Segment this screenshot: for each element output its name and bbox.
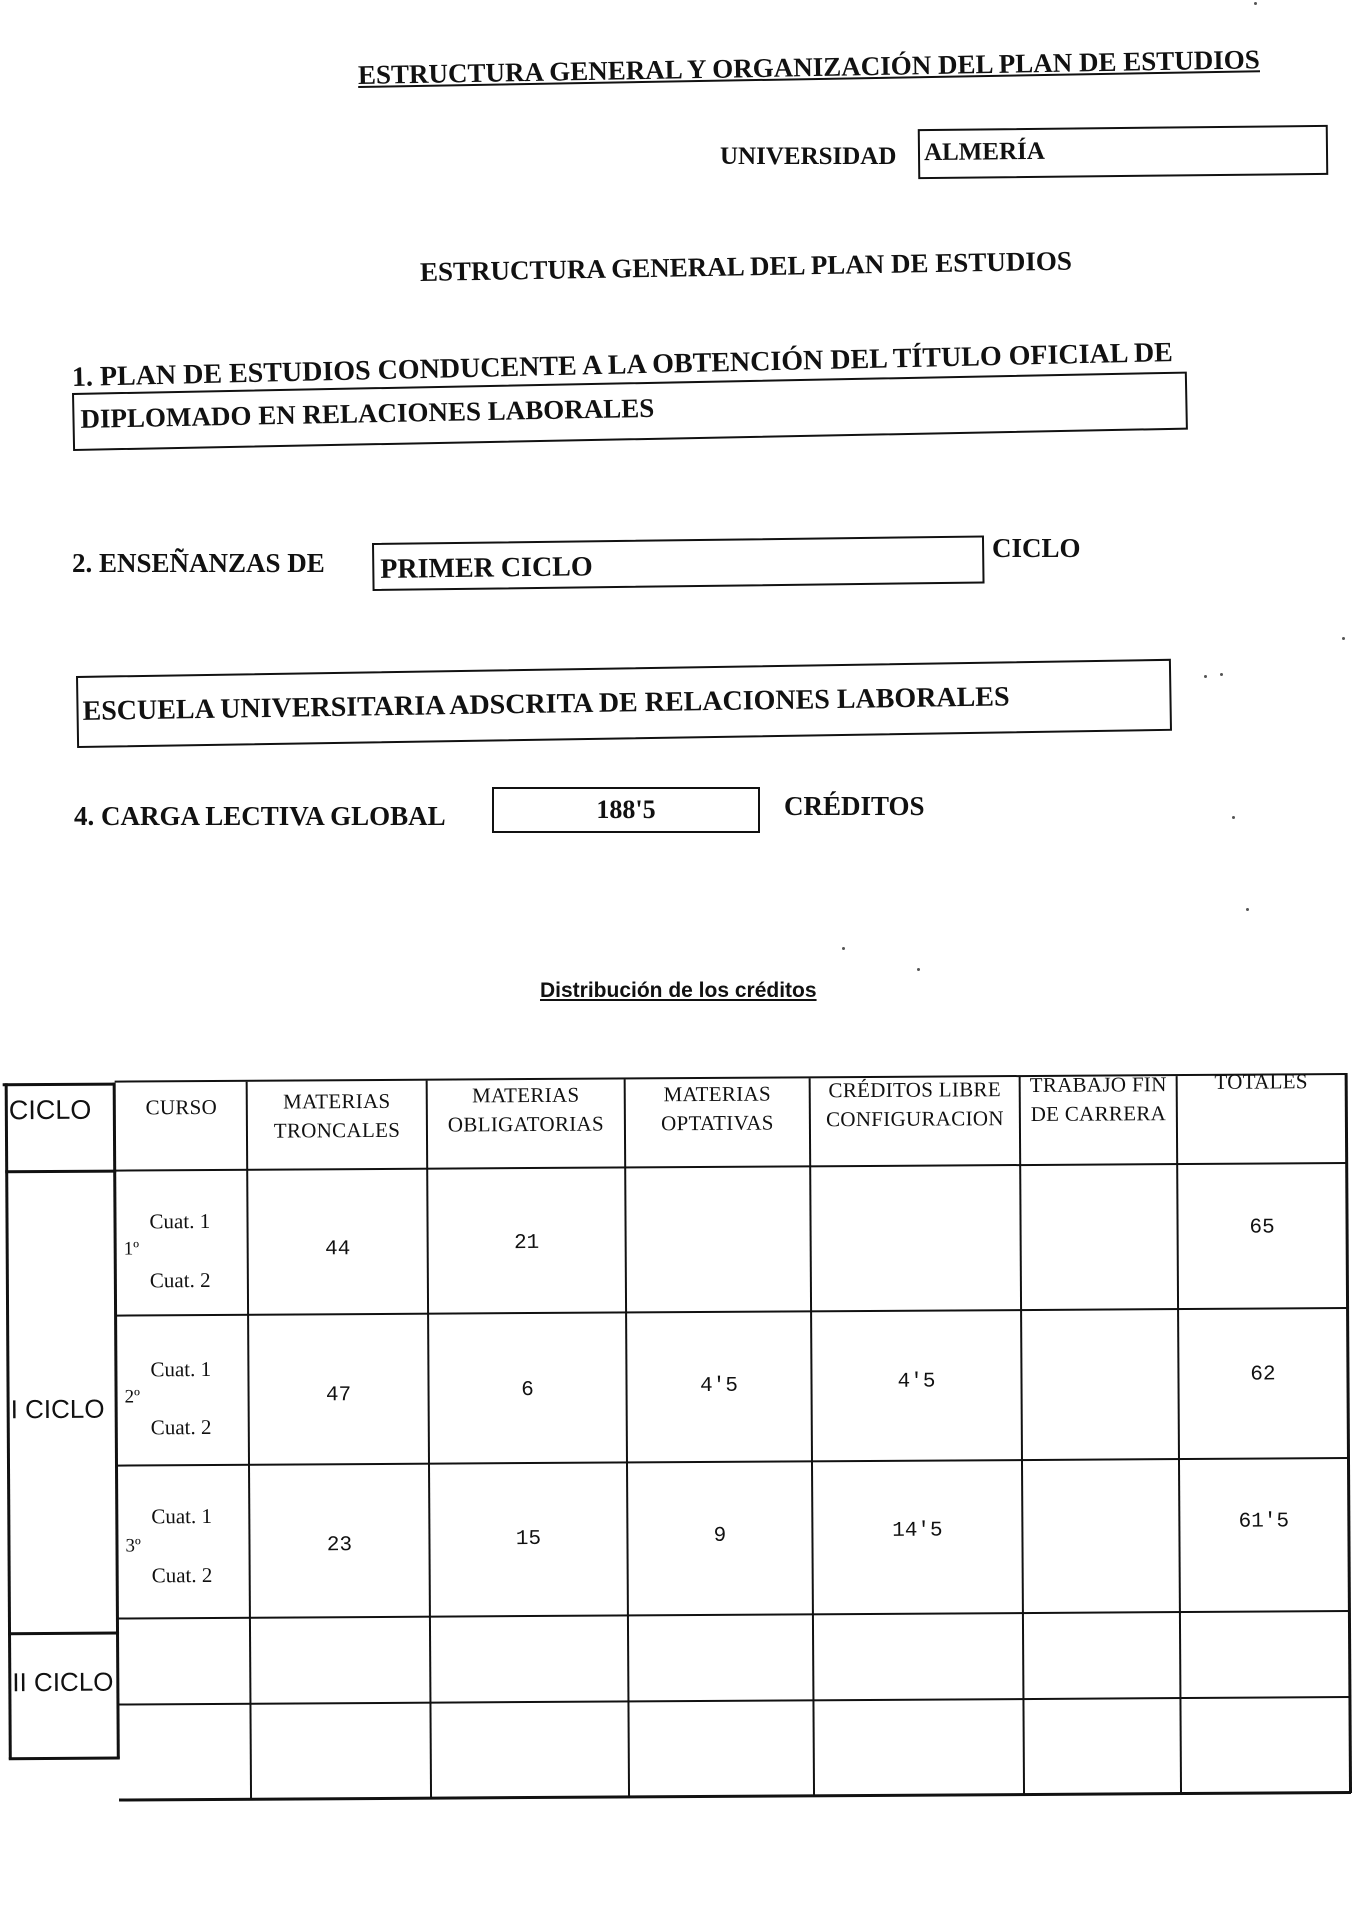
troncales-row3: 23 (326, 1534, 353, 1558)
curso-label-row2: 2º (124, 1386, 141, 1408)
header-totales: TOTALES (1214, 1069, 1308, 1094)
row-divider-header (115, 1162, 1347, 1172)
totales-row3: 61'5 (1238, 1510, 1290, 1534)
totales-row1: 65 (1249, 1216, 1275, 1240)
cuat2-label-row3: Cuat. 2 (151, 1562, 213, 1588)
col-divider-2 (426, 1081, 432, 1799)
header-optativas (626, 1080, 809, 1136)
scan-speck (842, 947, 845, 950)
header-trabajo-line2: DE CARRERA (1030, 1101, 1167, 1126)
universidad-label: UNIVERSIDAD (720, 143, 897, 170)
ciclo-col-top (3, 1083, 115, 1087)
header-troncales-line2: TRONCALES (273, 1117, 401, 1143)
ciclo-col-sep2 (8, 1632, 119, 1636)
section4-suffix: CRÉDITOS (784, 791, 925, 821)
col-divider-1 (246, 1082, 252, 1800)
trabajo-row2 (1022, 1369, 1177, 1370)
scan-speck (1254, 2, 1257, 5)
cuat2-label-row1: Cuat. 2 (149, 1267, 211, 1293)
cuat1-label-row2: Cuat. 1 (150, 1356, 212, 1382)
header-libre-line2: CONFIGURACION (825, 1106, 1004, 1132)
cuat1-label-row3: Cuat. 1 (151, 1503, 213, 1529)
header-trabajo-line1: TRABAJO FIN (1029, 1072, 1167, 1097)
troncales-row1: 44 (325, 1238, 351, 1262)
section1-value: DIPLOMADO EN RELACIONES LABORALES (80, 392, 655, 434)
col-divider-5 (1019, 1077, 1025, 1795)
curso-label-row1: 1º (123, 1238, 140, 1260)
col-divider-4 (809, 1078, 815, 1796)
libre-row1 (812, 1229, 1020, 1230)
document-title: ESTRUCTURA GENERAL Y ORGANIZACIÓN DEL PLAN DE ESTUDIOS (357, 44, 1261, 90)
section2-suffix: CICLO (992, 533, 1081, 563)
universidad-value: ALMERÍA (923, 137, 1045, 167)
plan-subtitle: ESTRUCTURA GENERAL DEL PLAN DE ESTUDIOS (419, 245, 1073, 287)
scan-speck (1220, 673, 1223, 676)
row-divider-4 (118, 1696, 1350, 1706)
header-troncales-line1: MATERIAS (282, 1088, 391, 1114)
header-optativas-line1: MATERIAS (663, 1081, 772, 1107)
header-obligatorias (428, 1081, 624, 1137)
section4-value: 188'5 (596, 795, 656, 824)
grid-bottom (119, 1791, 1351, 1802)
header-ciclo: CICLO (8, 1094, 92, 1126)
ciclo-col-bottom (9, 1757, 120, 1761)
troncales-row2: 47 (325, 1384, 352, 1408)
totales-row2: 62 (1250, 1363, 1276, 1387)
scan-speck (917, 968, 920, 971)
optativas-row2: 4'5 (700, 1374, 739, 1399)
header-obligatorias-line2: OBLIGATORIAS (447, 1111, 605, 1137)
libre-row2: 4'5 (897, 1370, 936, 1394)
section2-label: 2. ENSEÑANZAS DE (72, 548, 325, 578)
obligatorias-row3: 15 (515, 1527, 542, 1552)
header-obligatorias-line1: MATERIAS (471, 1082, 580, 1108)
header-optativas-line2: OPTATIVAS (661, 1110, 774, 1136)
obligatorias-row1: 21 (513, 1231, 540, 1256)
header-trabajo (1021, 1071, 1176, 1127)
table-caption: Distribución de los créditos (540, 979, 817, 1002)
col-divider-3 (624, 1079, 630, 1797)
header-libre-line1: CRÉDITOS LIBRE (828, 1077, 1001, 1103)
optativas-row1 (627, 1230, 810, 1231)
section1-label: 1. PLAN DE ESTUDIOS CONDUCENTE A LA OBTENCIÓN DEL TÍTULO OFICIAL DE (71, 337, 1174, 393)
trabajo-row1 (1022, 1228, 1177, 1229)
header-troncales (248, 1088, 426, 1144)
ciclo-label-i: I CICLO (10, 1393, 105, 1425)
section3-value: ESCUELA UNIVERSITARIA ADSCRITA DE RELACIONES LABORALES (82, 681, 1010, 727)
obligatorias-row2: 6 (521, 1379, 534, 1403)
row-divider-1 (116, 1307, 1348, 1317)
col-divider-6 (1176, 1076, 1182, 1794)
ciclo-label-ii: II CICLO (12, 1666, 114, 1698)
trabajo-row3 (1023, 1518, 1178, 1519)
curso-label-row3: 3º (125, 1535, 141, 1557)
section2-value: PRIMER CICLO (380, 551, 593, 585)
cuat1-label-row1: Cuat. 1 (149, 1208, 211, 1234)
section4-label: 4. CARGA LECTIVA GLOBAL (74, 801, 446, 831)
cuat2-label-row2: Cuat. 2 (150, 1414, 212, 1440)
scan-speck (1246, 908, 1249, 911)
libre-row3: 14'5 (892, 1519, 943, 1543)
ciclo-col-right (113, 1083, 120, 1759)
optativas-row3: 9 (713, 1524, 727, 1548)
row-divider-2 (117, 1457, 1349, 1467)
header-curso: CURSO (145, 1094, 218, 1120)
row-divider-3 (118, 1610, 1350, 1620)
grid-right (1345, 1073, 1352, 1793)
scan-speck (1204, 675, 1207, 678)
scan-speck (1342, 637, 1345, 640)
scan-speck (1232, 816, 1235, 819)
ciclo-col-sep1 (5, 1170, 116, 1174)
header-libre (811, 1076, 1019, 1132)
